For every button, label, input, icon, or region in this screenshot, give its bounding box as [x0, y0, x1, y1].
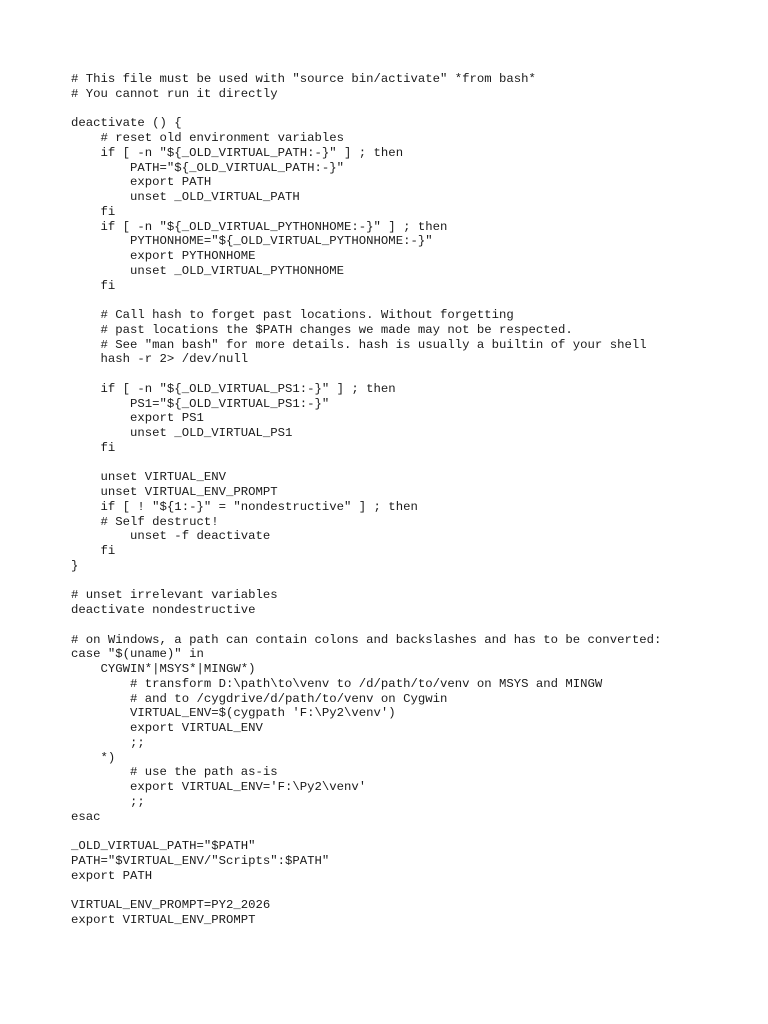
- code-line: # This file must be used with "source bin/activate" *from bash*: [71, 72, 536, 86]
- code-line: unset VIRTUAL_ENV: [71, 470, 226, 485]
- code-line: [71, 574, 751, 589]
- code-line: export VIRTUAL_ENV='F:\Py2\venv': [71, 780, 367, 794]
- code-line: # on Windows, a path can contain colons and backslashes and has to be converted:: [71, 632, 662, 647]
- code-line: deactivate nondestructive: [71, 603, 256, 617]
- code-line: export PATH: [71, 175, 212, 190]
- code-line: [71, 883, 751, 898]
- code-line: PATH="${_OLD_VIRTUAL_PATH:-}": [71, 160, 345, 175]
- code-line: if [ -n "${_OLD_VIRTUAL_PATH:-}" ] ; then: [71, 145, 404, 160]
- code-line: deactivate () {: [71, 116, 182, 131]
- code-line: esac: [71, 809, 101, 824]
- code-line: export PATH: [71, 868, 153, 883]
- code-line: export PYTHONHOME: [71, 249, 256, 263]
- code-line: [71, 102, 751, 117]
- code-line: *): [71, 750, 116, 765]
- code-line: # Call hash to forget past locations. Without forgetting: [71, 308, 514, 322]
- code-line: fi: [71, 204, 116, 219]
- code-line: # transform D:\path\to\venv to /d/path/to/venv on MSYS and MINGW: [71, 676, 603, 691]
- code-line: VIRTUAL_ENV=$(cygpath 'F:\Py2\venv'): [71, 706, 396, 721]
- code-line: # Self destruct!: [71, 514, 219, 529]
- code-document: [71, 72, 751, 928]
- code-line: # and to /cygdrive/d/path/to/venv on Cygwin: [71, 691, 448, 706]
- code-line: export VIRTUAL_ENV: [71, 721, 263, 735]
- code-line: unset _OLD_VIRTUAL_PATH: [71, 190, 300, 204]
- code-line: unset VIRTUAL_ENV_PROMPT: [71, 485, 278, 499]
- code-line: # use the path as-is: [71, 765, 278, 780]
- code-line: if [ -n "${_OLD_VIRTUAL_PS1:-}" ] ; then: [71, 381, 396, 396]
- code-line: [71, 824, 751, 839]
- code-line: fi: [71, 440, 116, 455]
- code-line: # reset old environment variables: [71, 131, 345, 145]
- code-line: if [ ! "${1:-}" = "nondestructive" ] ; then: [71, 499, 418, 514]
- code-line: VIRTUAL_ENV_PROMPT=PY2_2026: [71, 898, 271, 912]
- code-line: fi: [71, 544, 116, 558]
- code-line: unset _OLD_VIRTUAL_PS1: [71, 426, 293, 440]
- code-line: export PS1: [71, 411, 204, 426]
- code-line: [71, 293, 751, 308]
- code-line: PATH="$VIRTUAL_ENV/"Scripts":$PATH": [71, 853, 330, 868]
- code-line: # unset irrelevant variables: [71, 588, 278, 603]
- code-line: fi: [71, 278, 116, 293]
- code-line: unset _OLD_VIRTUAL_PYTHONHOME: [71, 263, 345, 278]
- code-line: _OLD_VIRTUAL_PATH="$PATH": [71, 839, 256, 853]
- code-line: if [ -n "${_OLD_VIRTUAL_PYTHONHOME:-}" ] ; then: [71, 219, 448, 234]
- code-line: PYTHONHOME="${_OLD_VIRTUAL_PYTHONHOME:-}": [71, 234, 433, 249]
- code-line: # See "man bash" for more details. hash is usually a builtin of your shell: [71, 337, 647, 352]
- code-line: export VIRTUAL_ENV_PROMPT: [71, 912, 256, 927]
- code-line: unset -f deactivate: [71, 529, 271, 544]
- code-line: PS1="${_OLD_VIRTUAL_PS1:-}": [71, 396, 330, 411]
- code-line: [71, 456, 751, 471]
- code-line: case "$(uname)" in: [71, 647, 204, 662]
- code-line: }: [71, 558, 79, 573]
- code-line: [71, 367, 751, 382]
- code-line: # You cannot run it directly: [71, 86, 278, 101]
- code-line: CYGWIN*|MSYS*|MINGW*): [71, 662, 256, 676]
- code-line: # past locations the $PATH changes we made may not be respected.: [71, 322, 573, 337]
- code-line: hash -r 2> /dev/null: [71, 352, 249, 367]
- code-line: [71, 618, 751, 633]
- code-line: ;;: [71, 794, 145, 809]
- code-line: ;;: [71, 735, 145, 750]
